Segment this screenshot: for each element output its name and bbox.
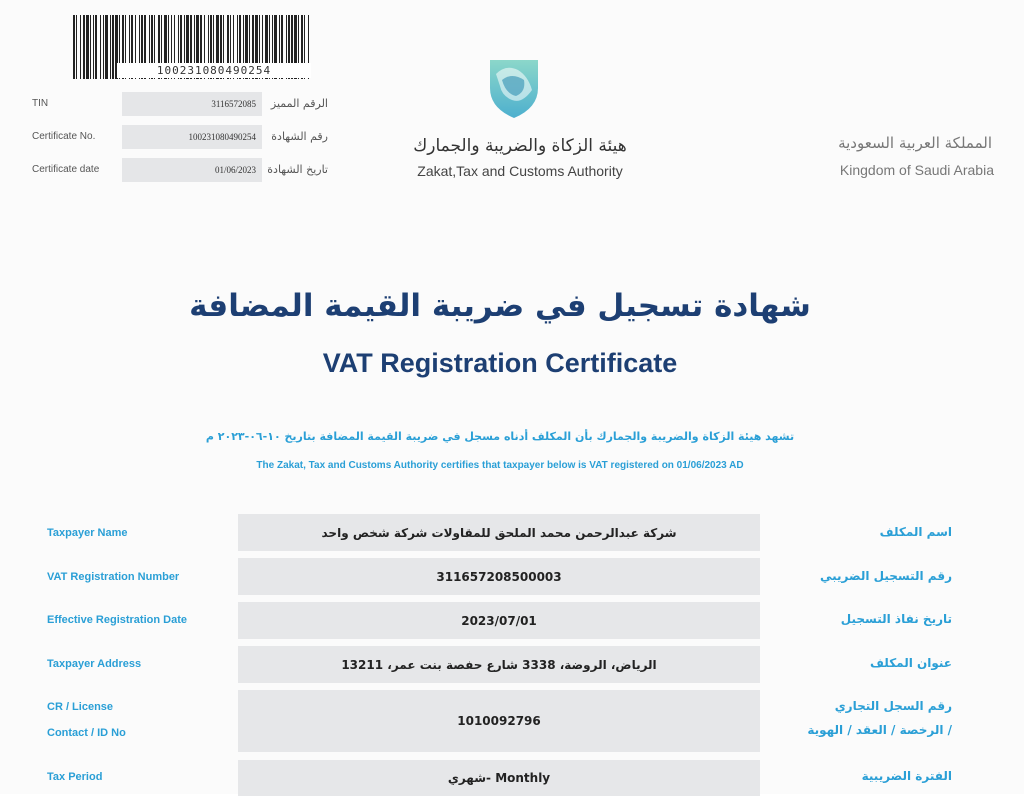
label-ar-line2: / الرخصة / العقد / الهوية <box>807 723 952 737</box>
barcode-bar <box>105 15 108 79</box>
barcode-bar <box>112 15 114 79</box>
certificate-meta-table <box>30 92 340 191</box>
kingdom-name-en: Kingdom of Saudi Arabia <box>839 162 994 178</box>
label-en: Tax Period <box>47 771 103 783</box>
certificate-title-ar: شهادة تسجيل في ضريبة القيمة المضافة <box>189 288 811 324</box>
certification-statement-en: The Zakat, Tax and Customs Authority certifies that taxpayer below is VAT registered on 01/06/2023 AD <box>256 460 744 471</box>
barcode-bar <box>93 15 94 79</box>
authority-name-en: Zakat,Tax and Customs Authority <box>417 163 623 179</box>
meta-value: 3116572085 <box>122 92 262 116</box>
meta-label-en: TIN <box>32 98 49 109</box>
label-en: Effective Registration Date <box>47 614 187 626</box>
barcode-bar <box>100 15 101 79</box>
meta-value: 100231080490254 <box>122 125 262 149</box>
label-ar: رقم التسجيل الضريبي <box>820 569 952 583</box>
barcode-bar <box>73 15 75 79</box>
barcode <box>73 15 311 79</box>
barcode-bar <box>80 15 81 79</box>
value-taxpayer-name: شركة عبدالرحمن محمد الملحق للمقاولات شركة شخص واحد <box>238 514 760 551</box>
label-ar-line1: رقم السجل التجاري <box>834 699 952 713</box>
zatca-logo-icon <box>482 50 546 122</box>
value-taxpayer-address: الرياض، الروضة، 3338 شارع حفصة بنت عمر، 13211 <box>238 646 760 683</box>
value-cr-license: 1010092796 <box>238 690 760 752</box>
label-ar: عنوان المكلف <box>870 656 952 670</box>
label-ar <box>807 697 952 739</box>
meta-label-ar: الرقم المميز <box>270 97 328 110</box>
value-effective-date: 2023/07/01 <box>238 602 760 639</box>
meta-label-en: Certificate No. <box>32 131 96 142</box>
certification-statement-ar: تشهد هيئة الزكاة والضريبة والجمارك بأن المكلف أدناه مسجل في ضريبة القيمة المضافة بتاريخ ١٠-٠٦-٢٠٢٣ م <box>205 430 795 443</box>
authority-name-ar: هيئة الزكاة والضريبة والجمارك <box>413 136 627 156</box>
meta-label-ar: تاريخ الشهادة <box>267 163 328 176</box>
label-ar: تاريخ نفاذ التسجيل <box>840 612 952 626</box>
label-en: Taxpayer Address <box>47 658 142 670</box>
label-ar: الفترة الضريبية <box>861 769 952 783</box>
barcode-bar <box>83 15 85 79</box>
barcode-number: 100231080490254 <box>117 63 311 78</box>
label-en <box>47 699 126 741</box>
label-en: VAT Registration Number <box>47 571 180 583</box>
meta-label-ar: رقم الشهادة <box>271 130 328 143</box>
barcode-bar <box>110 15 111 79</box>
meta-row-certificate-no <box>30 125 340 151</box>
label-ar: اسم المكلف <box>879 525 952 539</box>
label-en-line1: CR / License <box>47 701 114 713</box>
certificate-title-en: VAT Registration Certificate <box>322 348 678 378</box>
barcode-bar <box>95 15 97 79</box>
label-en-line2: Contact / ID No <box>47 727 126 739</box>
barcode-bar <box>103 15 104 79</box>
value-tax-period: شهري- Monthly <box>238 760 760 796</box>
meta-label-en: Certificate date <box>32 164 100 175</box>
kingdom-name-ar: المملكة العربية السعودية <box>838 134 992 152</box>
meta-row-certificate-date <box>30 158 340 184</box>
label-en: Taxpayer Name <box>47 527 128 539</box>
barcode-bar <box>86 15 89 79</box>
barcode-bar <box>90 15 91 79</box>
meta-value: 01/06/2023 <box>122 158 262 182</box>
meta-row-tin <box>30 92 340 118</box>
value-vat-number: 311657208500003 <box>238 558 760 595</box>
barcode-bar <box>76 15 77 79</box>
